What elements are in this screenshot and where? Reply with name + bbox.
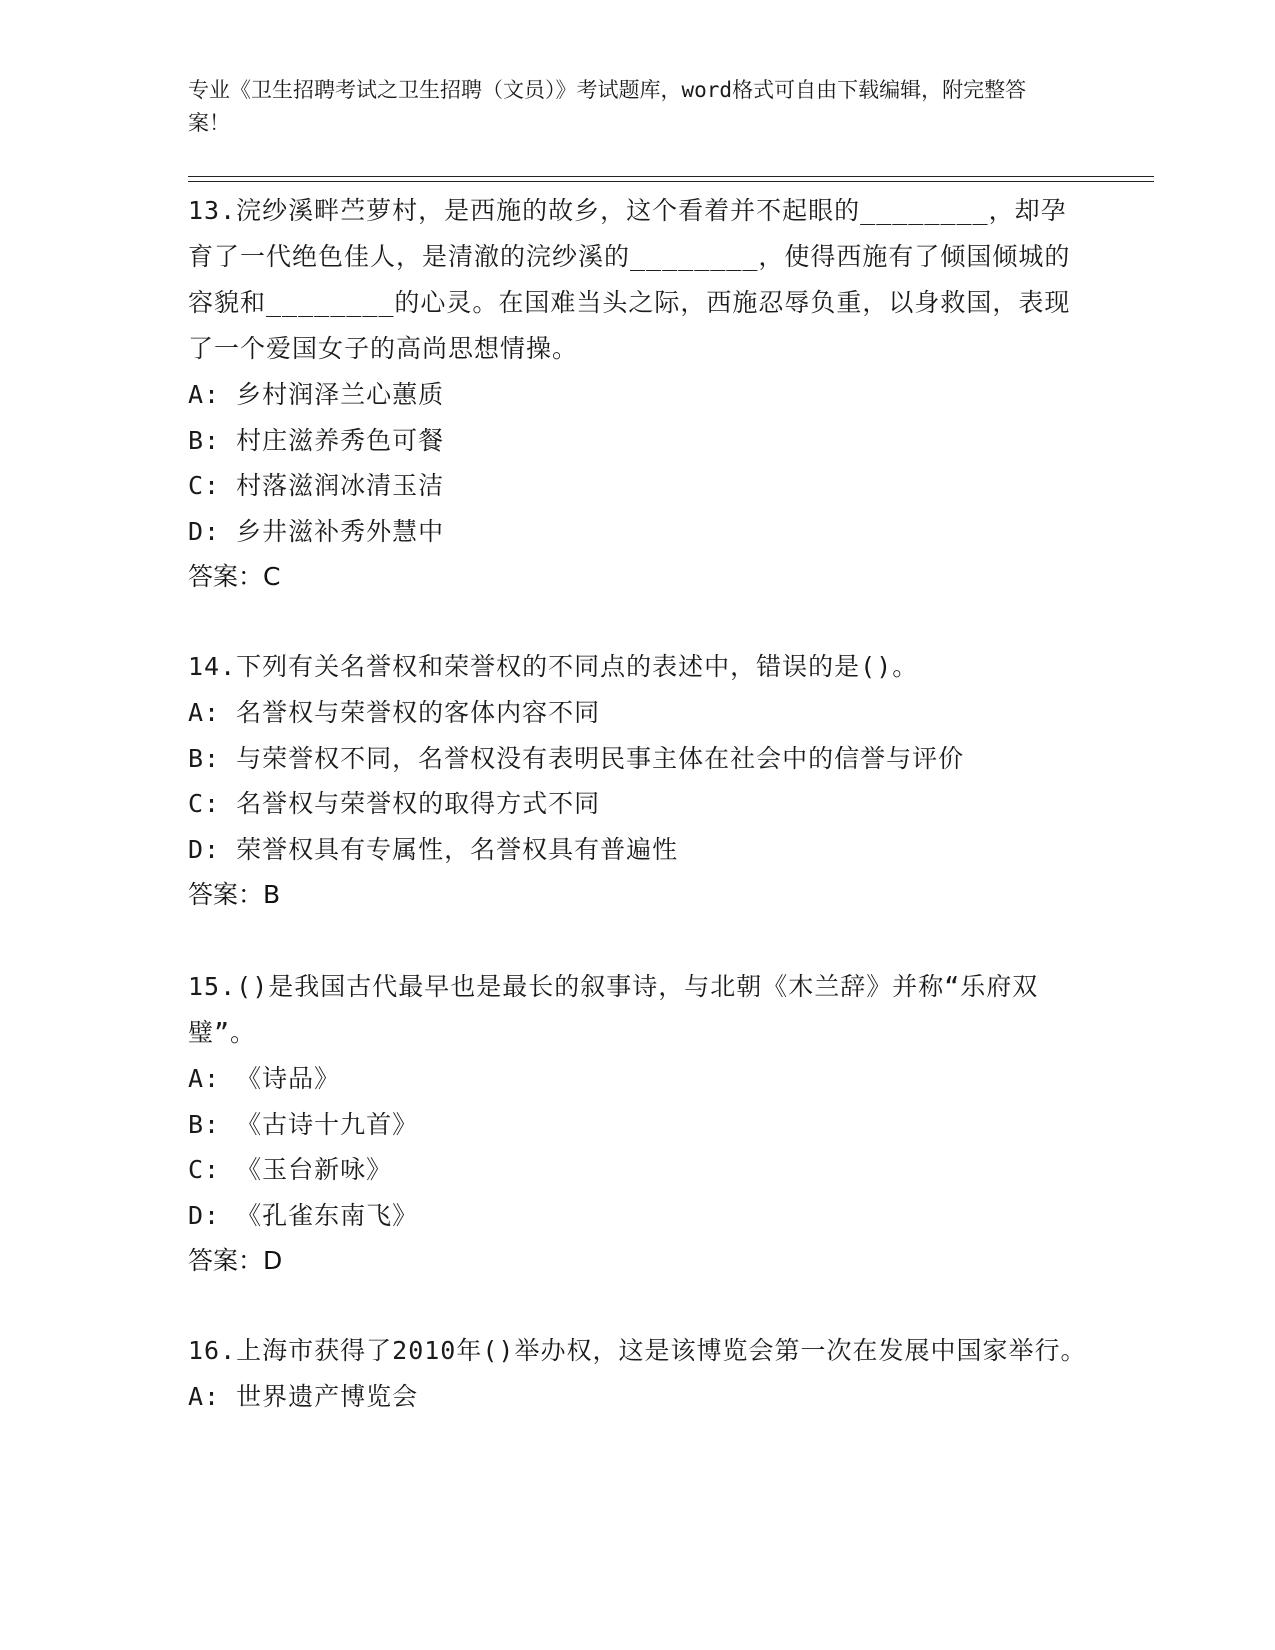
question-stem: 16.上海市获得了2010年()举办权，这是该博览会第一次在发展中国家举行。 — [188, 1336, 1087, 1365]
question-15 — [188, 964, 1088, 1284]
question-stem: 14.下列有关名誉权和荣誉权的不同点的表述中，错误的是()。 — [188, 652, 919, 681]
answer-label: 答案：C — [188, 562, 281, 591]
option-a: A: 乡村润泽兰心蕙质 — [188, 380, 445, 409]
question-13 — [188, 188, 1088, 600]
option-a: A: 世界遗产博览会 — [188, 1382, 419, 1411]
question-stem: 13.浣纱溪畔苎萝村，是西施的故乡，这个看着并不起眼的________，却孕育了一代绝色佳人，是清澈的浣纱溪的________，使得西施有了倾国倾城的容貌和________的心灵。在国难当头之际，西施忍辱负重，以身救国，表现了一个爱国女子的高尚思想情操。 — [188, 196, 1071, 363]
header-divider-bottom — [188, 181, 1154, 182]
answer-label: 答案：D — [188, 1246, 283, 1275]
option-d: D: 乡井滋补秀外慧中 — [188, 516, 445, 546]
question-16 — [188, 1328, 1088, 1420]
header-divider-top — [188, 176, 1154, 177]
option-a: A: 《诗品》 — [188, 1064, 341, 1093]
option-c: C: 《玉台新咏》 — [188, 1155, 393, 1184]
question-14 — [188, 644, 1088, 918]
option-c: C: 名誉权与荣誉权的取得方式不同 — [188, 789, 601, 818]
option-b: B: 与荣誉权不同，名誉权没有表明民事主体在社会中的信誉与评价 — [188, 743, 965, 773]
question-stem: 15.()是我国古代最早也是最长的叙事诗，与北朝《木兰辞》并称“乐府双璧”。 — [188, 972, 1039, 1047]
option-b: B: 村庄滋养秀色可餐 — [188, 425, 445, 455]
document-header: 专业《卫生招聘考试之卫生招聘（文员）》考试题库，word格式可自由下载编辑，附完整答案！ — [188, 78, 1027, 135]
option-d: D: 荣誉权具有专属性，名誉权具有普遍性 — [188, 834, 679, 864]
answer-label: 答案：B — [188, 880, 281, 909]
option-a: A: 名誉权与荣誉权的客体内容不同 — [188, 698, 601, 727]
option-d: D: 《孔雀东南飞》 — [188, 1200, 419, 1230]
option-b: B: 《古诗十九首》 — [188, 1109, 419, 1139]
option-c: C: 村落滋润冰清玉洁 — [188, 471, 445, 500]
